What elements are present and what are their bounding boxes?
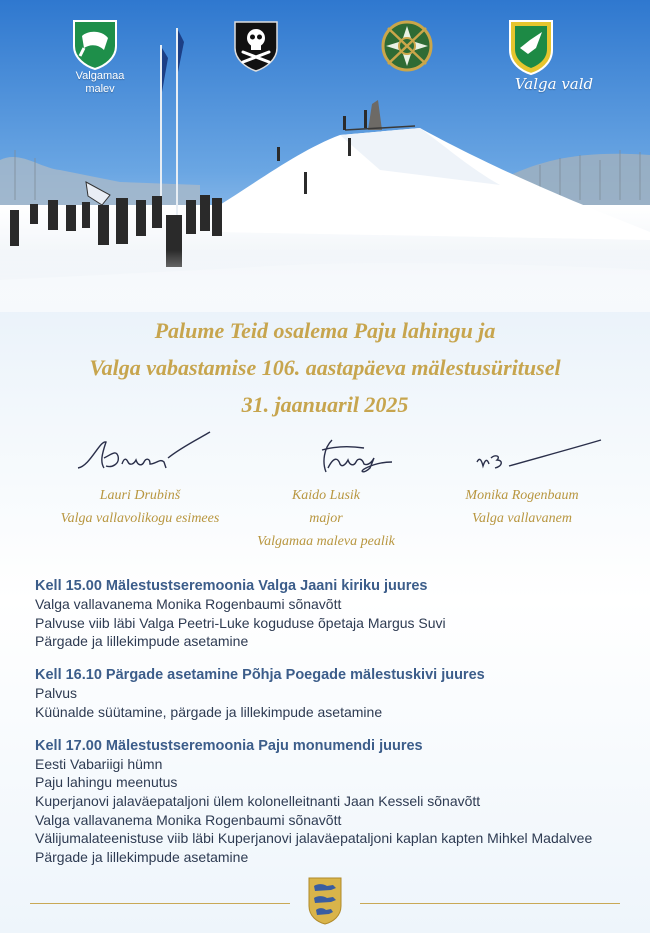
handwritten-signature-3 [437, 428, 607, 480]
heading-line-1: Palume Teid osalema Paju lahingu ja [154, 318, 496, 343]
heading-line-3: 31. jaanuaril 2025 [241, 392, 409, 417]
signer-block-1 [40, 428, 240, 530]
signer-name-3: Monika Rogenbaum [465, 488, 579, 503]
signer-title-1: Valga vallavolikogu esimees [60, 511, 220, 526]
program-section-2 [35, 666, 635, 721]
valgamaa-malev-logo [70, 18, 130, 96]
program-item: Palvuse viib läbi Valga Peetri-Luke koguduse õpetaja Margus Suvi [35, 614, 446, 631]
program-item: Valga vallavanema Monika Rogenbaumi sõnavõtt [35, 811, 342, 828]
program-item: Pärgade ja lillekimpude asetamine [35, 849, 249, 866]
signer-block-2 [226, 428, 426, 553]
signer-name-2: Kaido Lusik [291, 488, 361, 503]
footer-divider-left [30, 903, 290, 904]
signer-title-2b: Valgamaa maleva pealik [257, 534, 395, 549]
estonian-three-lions-coat-of-arms-icon [307, 876, 343, 926]
signer-title-2a: major [309, 511, 343, 526]
program-item: Valga vallavanema Monika Rogenbaumi sõnavõtt [35, 596, 342, 612]
program-item: Pärgade ja lillekimpude asetamine [35, 633, 249, 650]
regiment-emblem-logo [378, 18, 438, 74]
program-item: Eesti Vabariigi hümn [35, 755, 163, 772]
heading-line-2: Valga vabastamise 106. aastapäeva mälestusüritusel [89, 355, 561, 380]
handwritten-signature-2 [246, 428, 406, 480]
skull-emblem-logo [232, 18, 282, 72]
program-section-3 [35, 737, 635, 867]
program-item: Küünalde süütamine, pärgade ja lillekimpude asetamine [35, 703, 383, 720]
program-item: Välijumalateenistuse viib läbi Kuperjanovi jalaväepataljoni kaplan kapten Mihkel Madalvee [35, 830, 593, 847]
valga-vald-coat-of-arms-icon [506, 18, 556, 76]
valgamaa-malev-shield-icon [70, 18, 120, 70]
logo-caption-line-1: Valgamaa [75, 70, 125, 82]
signer-block-3 [422, 428, 622, 530]
logo-caption-line-2: malev [85, 83, 115, 95]
signer-name-1: Lauri Drubinš [99, 488, 181, 503]
program-section-1 [35, 577, 635, 651]
handwritten-signature-1 [60, 428, 220, 480]
program-section-title: Kell 15.00 Mälestustseremoonia Valga Jaani kiriku juures [35, 578, 428, 594]
program-section-title: Kell 17.00 Mälestustseremoonia Paju monumendi juures [35, 737, 423, 754]
logo-caption-valga-vald: Valga vald [514, 75, 594, 93]
program-section-title: Kell 16.10 Pärgade asetamine Põhja Poegade mälestuskivi juures [35, 667, 485, 684]
estonian-coat-of-arms [307, 876, 343, 931]
program-item: Paju lahingu meenutus [35, 774, 178, 791]
invitation-heading [0, 312, 650, 423]
skull-crossbones-shield-icon [232, 18, 280, 72]
program-item: Kuperjanovi jalaväepataljoni ülem kolonelleitnanti Jaan Kesseli sõnavõtt [35, 792, 481, 809]
footer-divider-right [360, 903, 620, 904]
header-photo [0, 0, 650, 312]
signer-title-3: Valga vallavanem [472, 511, 572, 526]
valga-vald-logo [506, 18, 602, 91]
event-program [35, 577, 635, 882]
program-item: Palvus [35, 685, 78, 702]
regiment-cross-emblem-icon [378, 18, 436, 74]
